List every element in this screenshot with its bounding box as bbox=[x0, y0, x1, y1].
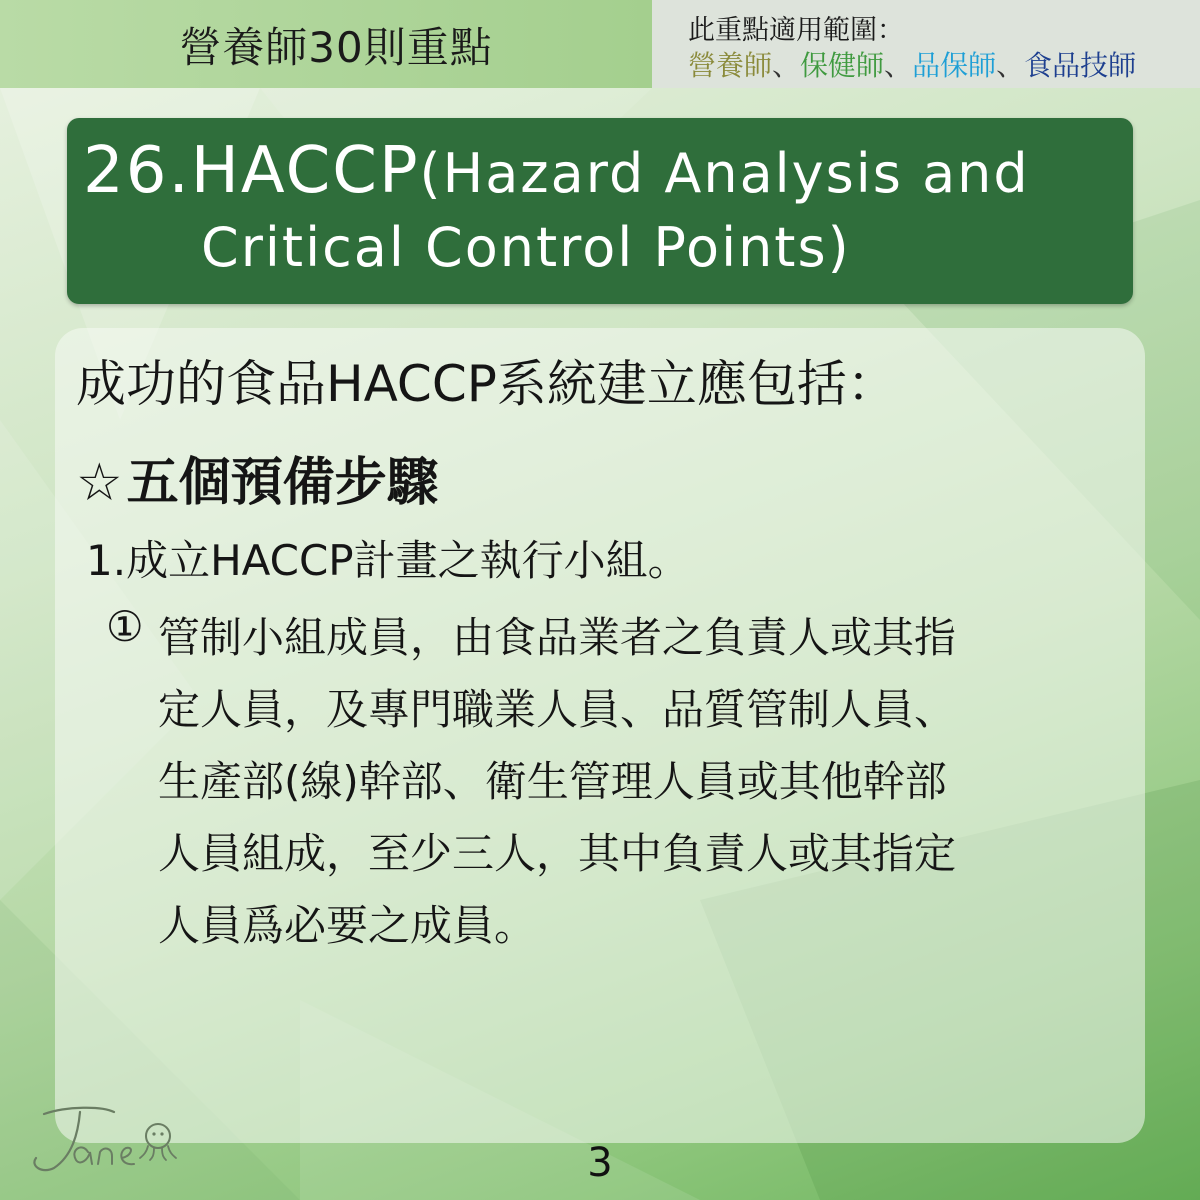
scope-box bbox=[652, 0, 1200, 88]
banner-number-title: 26.HACCP bbox=[83, 134, 420, 208]
scope-item: 品保師 bbox=[912, 49, 997, 82]
item-1-line: 人員組成，至少三人，其中負責人或其指定 bbox=[158, 829, 957, 878]
item-1-line: 人員爲必要之成員。 bbox=[158, 901, 537, 950]
scope-separator: 、 bbox=[996, 49, 1025, 82]
banner-title-line2: Critical Control Points) bbox=[201, 216, 851, 279]
scope-separator: 、 bbox=[884, 49, 913, 82]
item-1-lines bbox=[158, 602, 1078, 962]
steps-heading bbox=[76, 440, 439, 515]
scope-item: 食品技師 bbox=[1024, 49, 1137, 82]
title-banner bbox=[67, 118, 1133, 304]
step-1: 1.成立HACCP計畫之執行小組。 bbox=[86, 536, 690, 585]
header bbox=[0, 0, 1200, 88]
item-1-line: 生產部(線)幹部、衛生管理人員或其他幹部 bbox=[158, 757, 947, 806]
header-title: 營養師30則重點 bbox=[179, 23, 493, 72]
banner-title-line1 bbox=[83, 134, 1030, 208]
scope-label: 此重點適用範圍： bbox=[688, 15, 904, 46]
scope-separator: 、 bbox=[772, 49, 801, 82]
steps-heading-text: 五個預備步驟 bbox=[126, 453, 439, 513]
intro-text: 成功的食品HACCP系統建立應包括： bbox=[76, 355, 897, 413]
item-1-line: 管制小組成員，由食品業者之負責人或其指 bbox=[158, 613, 957, 662]
star-icon: ☆ bbox=[76, 453, 123, 513]
scope-list bbox=[688, 44, 1136, 84]
jane-signature-logo bbox=[22, 1100, 182, 1180]
item-1-line: 定人員，及專門職業人員、品質管制人員、 bbox=[158, 685, 957, 734]
circled-number-1: ① bbox=[106, 602, 144, 651]
scope-item: 營養師 bbox=[688, 49, 773, 82]
scope-item: 保健師 bbox=[800, 49, 885, 82]
page-number: 3 bbox=[587, 1140, 613, 1186]
banner-title-line1-rest: (Hazard Analysis and bbox=[419, 142, 1030, 205]
